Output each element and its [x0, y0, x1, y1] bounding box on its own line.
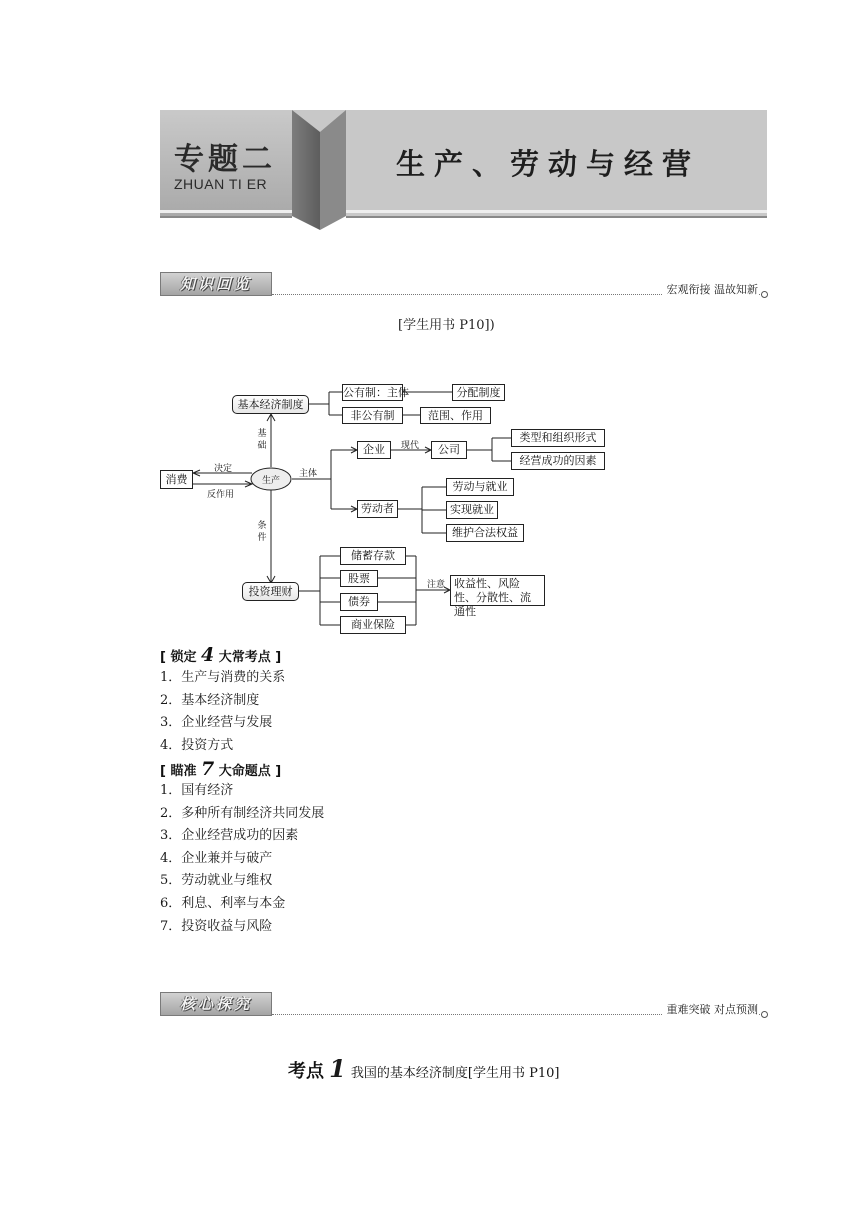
node-labor-employment: 劳动与就业: [446, 478, 514, 496]
node-public-ownership: 公有制：主体: [343, 386, 409, 399]
node-success-factors: 经营成功的因素: [511, 452, 605, 470]
list-item: 6．利息、利率与本金: [160, 895, 286, 911]
list-item: 3．企业经营与发展: [160, 715, 273, 731]
key-point-heading: [288, 1054, 559, 1083]
page-reference: [学生用书 P10]): [398, 318, 495, 333]
node-types-forms: 类型和组织形式: [511, 429, 605, 447]
node-enterprise: 企业: [357, 441, 391, 459]
chapter-pinyin: ZHUAN TI ER: [174, 176, 268, 192]
key-point-reference: [学生用书 P10]: [467, 1066, 560, 1081]
section-tag-core: 核心探究: [160, 992, 272, 1016]
list-item: 3．企业经营成功的因素: [160, 828, 299, 844]
node-basic-economic-system: 基本经济制度: [232, 395, 309, 414]
label-modern: 现代: [401, 441, 420, 451]
node-consumption: 消费: [160, 470, 193, 489]
node-non-public-ownership: 非公有制: [342, 407, 403, 424]
section-note-core: 重难突破 对点预测: [663, 1001, 759, 1017]
section-bar-core: [160, 992, 768, 1022]
list-item: 2．多种所有制经济共同发展: [160, 805, 325, 821]
node-laborer: 劳动者: [357, 500, 398, 518]
section-tag-review: 知识回览: [160, 272, 272, 296]
list-item: 4．投资方式: [160, 737, 234, 753]
node-company: 公司: [431, 441, 467, 459]
aim-points-list: [160, 780, 324, 938]
label-react: 反作用: [207, 490, 235, 500]
chapter-number: 专题二: [174, 142, 276, 177]
chapter-title: 生产、劳动与经营: [396, 147, 701, 181]
node-distribution-system: 分配制度: [452, 384, 505, 401]
label-note: 注意: [427, 580, 446, 590]
key-point-title: 我国的基本经济制度: [350, 1066, 468, 1081]
node-stocks: 股票: [340, 570, 378, 587]
node-scope-role: 范围、作用: [420, 407, 491, 424]
heading-lock-number: 4: [201, 644, 215, 666]
section-note-review: 宏观衔接 温故知新: [663, 281, 759, 297]
end-circle: [761, 1011, 768, 1018]
node-production: 生产: [261, 476, 280, 486]
list-item: 5．劳动就业与维权: [160, 873, 273, 889]
heading-aim-number: 7: [201, 758, 215, 780]
node-realize-employment: 实现就业: [446, 501, 498, 519]
list-item: 4．企业兼并与破产: [160, 850, 273, 866]
node-savings-deposit: 储蓄存款: [340, 547, 406, 565]
node-attention-properties: 收益性、风险性、分散性、流通性: [450, 575, 545, 606]
label-condition: 条件: [257, 521, 267, 543]
label-subject: 主体: [299, 469, 318, 479]
list-item: 1．国有经济: [160, 783, 234, 798]
heading-aim-points: [160, 758, 281, 780]
heading-aim-prefix: [ 瞄准: [160, 764, 197, 779]
node-investment: 投资理财: [242, 582, 299, 601]
key-point-label: 考点: [288, 1061, 324, 1082]
heading-aim-suffix: 大命题点 ]: [218, 764, 282, 779]
list-item: 2．基本经济制度: [160, 692, 260, 708]
list-item: 1．生产与消费的关系: [160, 670, 286, 685]
lock-points-list: [160, 667, 285, 757]
label-decide: 决定: [214, 464, 233, 474]
label-basis: 基础: [257, 429, 267, 451]
node-commercial-insurance: 商业保险: [340, 616, 406, 634]
heading-lock-prefix: [ 锁定: [160, 650, 197, 665]
list-item: 7．投资收益与风险: [160, 918, 273, 934]
node-bonds: 债券: [340, 593, 378, 611]
heading-lock-points: [160, 644, 281, 666]
heading-lock-suffix: 大常考点 ]: [218, 650, 282, 665]
node-protect-rights: 维护合法权益: [446, 524, 524, 542]
key-point-number: 1: [329, 1054, 346, 1083]
